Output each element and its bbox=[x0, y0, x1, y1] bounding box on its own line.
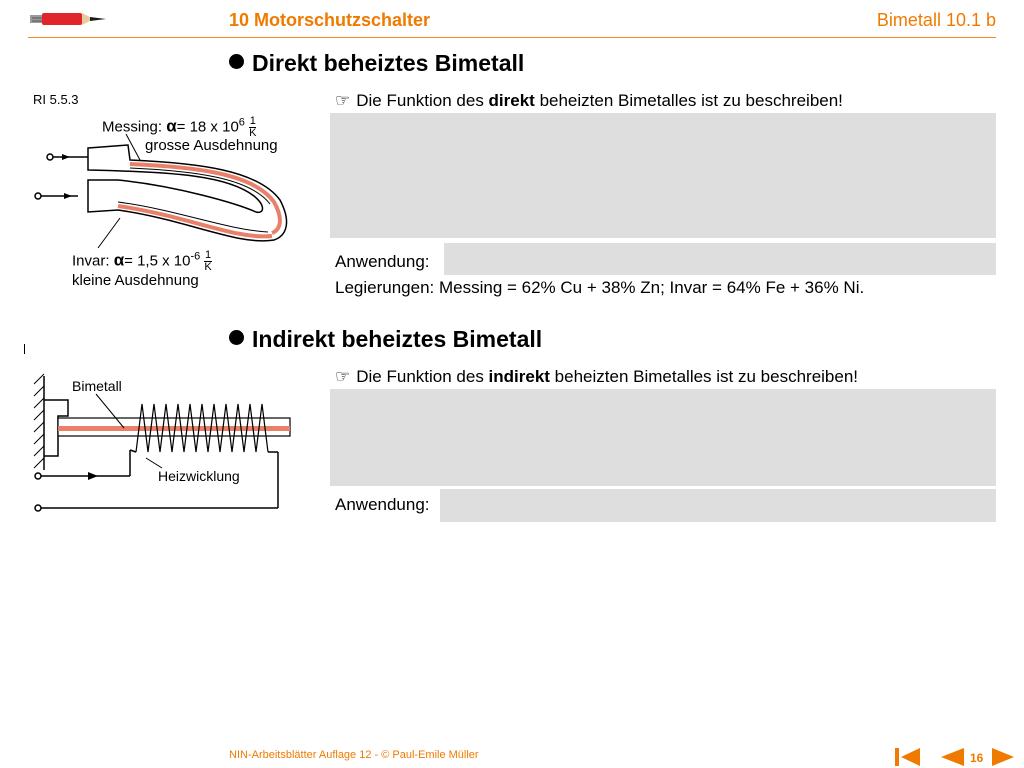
footer-copyright: NIN-Arbeitsblätter Auflage 12 - © Paul-Emile Müller bbox=[229, 749, 479, 761]
indirect-answer-box[interactable] bbox=[330, 389, 996, 486]
pointing-hand-icon: ☞ bbox=[335, 91, 351, 110]
direct-application-label: Anwendung: bbox=[335, 252, 430, 271]
indirect-bimetal-drawing bbox=[28, 370, 298, 520]
heating-winding-label: Heizwicklung bbox=[158, 468, 240, 484]
messing-annotation: Messing: α= 18 x $10^6$ $\frac{1}{K}$ bbox=[102, 115, 257, 139]
stray-mark bbox=[24, 344, 25, 354]
bullet-icon bbox=[229, 54, 244, 69]
direct-answer-box[interactable] bbox=[330, 113, 996, 238]
reference-label: RI 5.5.3 bbox=[33, 92, 79, 107]
invar-note: kleine Ausdehnung bbox=[72, 272, 199, 289]
next-page-icon[interactable] bbox=[990, 746, 1016, 768]
indirect-application-field[interactable] bbox=[440, 489, 996, 522]
direct-heading: Direkt beheiztes Bimetall bbox=[229, 50, 524, 77]
direct-application-field[interactable] bbox=[444, 243, 996, 275]
indirect-bimetal-figure bbox=[28, 370, 298, 520]
indirect-heading: Indirekt beheiztes Bimetall bbox=[229, 326, 542, 353]
previous-page-icon[interactable] bbox=[939, 746, 965, 768]
messing-note: grosse Ausdehnung bbox=[145, 137, 278, 154]
direct-task: ☞ Die Funktion des direkt beheizten Bimetalles ist zu beschreiben! bbox=[335, 91, 843, 110]
first-page-icon[interactable] bbox=[894, 746, 922, 768]
indirect-task: ☞ Die Funktion des indirekt beheizten Bimetalles ist zu beschreiben! bbox=[335, 367, 859, 386]
chapter-title: 10 Motorschutzschalter bbox=[229, 10, 431, 30]
section-label: Bimetall 10.1 b bbox=[876, 10, 996, 30]
indirect-application-label: Anwendung: bbox=[335, 495, 430, 514]
pencil-logo-icon bbox=[28, 8, 108, 30]
header-divider bbox=[28, 37, 996, 38]
page-number: 16 bbox=[970, 751, 984, 765]
bullet-icon bbox=[229, 330, 244, 345]
invar-annotation: Invar: α= 1,5 x $10^{-6}$ $\frac{1}{K}$ bbox=[72, 249, 212, 273]
bimetal-label: Bimetall bbox=[72, 378, 122, 394]
alloys-text: Legierungen: Messing = 62% Cu + 38% Zn; Invar = 64% Fe + 36% Ni. bbox=[335, 278, 865, 297]
pointing-hand-icon: ☞ bbox=[335, 367, 351, 386]
